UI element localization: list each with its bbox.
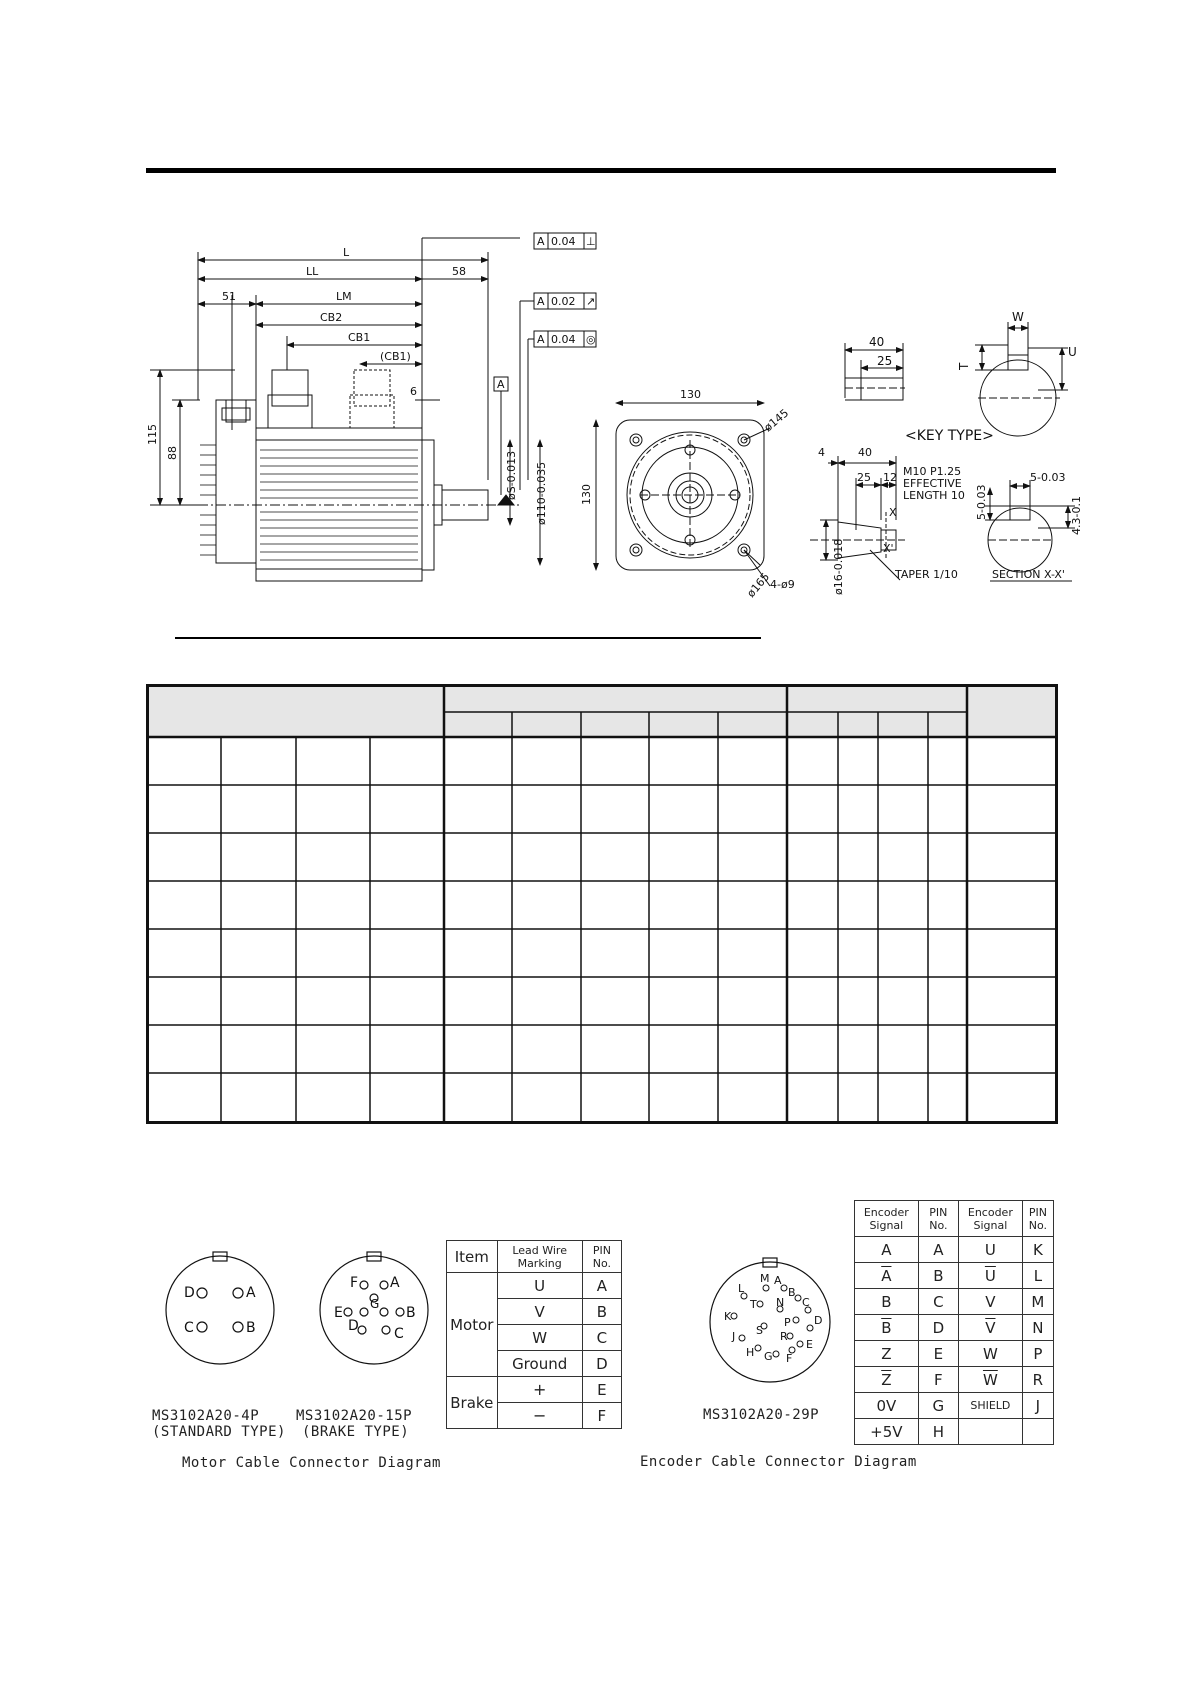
enc-pin-k: K [724, 1310, 732, 1323]
dim-CB1: CB1 [348, 331, 371, 344]
dim-L: L [343, 246, 350, 259]
taper-ratio: TAPER 1/10 [895, 568, 958, 581]
enc-pin-no: E [918, 1341, 958, 1367]
brake-pin-e: E [334, 1305, 343, 1321]
taper-thread: M10 P1.25 [903, 465, 962, 478]
dim-LL: LL [306, 265, 319, 278]
encoder-pin-table [854, 1200, 1054, 1445]
front-height: 130 [580, 484, 593, 505]
section-rule [175, 637, 761, 639]
enc-pin-c: C [802, 1296, 810, 1309]
front-holes: 4-ø9 [770, 578, 795, 591]
taper-key-w: 5-0.03 [1030, 471, 1066, 484]
taper-4: 4 [818, 446, 825, 459]
enc-sig-0v: 0V [855, 1393, 919, 1419]
enc-sig-z-bar: $\overline{Z}$ [881, 1370, 892, 1389]
std-connector-label-2: (STANDARD TYPE) [152, 1424, 286, 1440]
taper-dia: ø16-0.018 [832, 538, 845, 595]
enc-empty-cell [1022, 1419, 1053, 1445]
dim-51: 51 [222, 290, 236, 303]
motor-connector-faces [140, 1250, 450, 1410]
tol-3-datum: A [537, 333, 545, 346]
enc-pin-f: F [786, 1352, 793, 1365]
enc-sig-5v: +5V [855, 1419, 919, 1445]
mark-u: U [497, 1273, 582, 1299]
enc-pin-no: L [1022, 1263, 1053, 1289]
enc-pin-n: N [776, 1296, 785, 1309]
dim-58: 58 [452, 265, 466, 278]
enc-pin-no: J [1022, 1393, 1053, 1419]
enc-pin-no: M [1022, 1289, 1053, 1315]
brake-row-label: Brake [447, 1377, 498, 1429]
std-pin-d: D [184, 1285, 195, 1301]
taper-eff-2: LENGTH 10 [903, 489, 965, 502]
taper-section: SECTION X-X' [992, 568, 1065, 581]
enc-pin-d: D [814, 1314, 823, 1327]
tol-2-datum: A [537, 295, 545, 308]
brake-connector-label-1: MS3102A20-15P [296, 1408, 413, 1424]
dim-6: 6 [410, 385, 417, 398]
taper-eff-1: EFFECTIVE [903, 477, 962, 490]
front-outer: ø165 [744, 570, 773, 600]
fins [200, 445, 418, 560]
enc-pin-no: D [918, 1315, 958, 1341]
enc-pin-no: G [918, 1393, 958, 1419]
enc-pin-no: P [1022, 1341, 1053, 1367]
enc-sig-z: Z [855, 1341, 919, 1367]
taper-12: 12 [883, 471, 897, 484]
std-connector-label-1: MS3102A20-4P [152, 1408, 260, 1424]
key-W: W [1012, 310, 1024, 324]
pin-b: B [582, 1299, 621, 1325]
enc-pin-g: G [764, 1350, 773, 1363]
taper-depth: 4.3-0.1 [1070, 496, 1083, 535]
dim-shaft-dia: øS-0.013 [505, 450, 518, 500]
brake-pin-g: G [370, 1297, 380, 1311]
datum-label: A [497, 378, 505, 391]
enc-sig-w: W [959, 1341, 1023, 1367]
enc-col-pin-1: PIN No. [918, 1201, 958, 1237]
mark-v: V [497, 1299, 582, 1325]
encoder-pin-circles [731, 1285, 813, 1357]
enc-pin-no: K [1022, 1237, 1053, 1263]
enc-pin-a: A [774, 1274, 782, 1287]
dimension-drawing [0, 0, 1190, 660]
motor-row-label: Motor [447, 1273, 498, 1377]
key-25: 25 [877, 354, 893, 368]
motor-connector-caption: Motor Cable Connector Diagram [182, 1455, 441, 1471]
motor-pin-table [446, 1240, 622, 1429]
enc-pin-no: A [918, 1237, 958, 1263]
mark-plus: + [497, 1377, 582, 1403]
pin-d: D [582, 1351, 621, 1377]
enc-sig-u-bar: $\overline{U}$ [984, 1266, 996, 1285]
enc-pin-e: E [806, 1338, 813, 1351]
encoder-connector-label: MS3102A20-29P [703, 1407, 820, 1423]
encoder-connector-caption: Encoder Cable Connector Diagram [640, 1454, 917, 1470]
pin-a: A [582, 1273, 621, 1299]
enc-pin-m: M [760, 1272, 770, 1285]
brake-pin-d: D [348, 1318, 359, 1334]
dimension-table [146, 684, 1058, 1124]
enc-pin-no: C [918, 1289, 958, 1315]
mark-w: W [497, 1325, 582, 1351]
enc-pin-l: L [738, 1282, 745, 1295]
front-width: 130 [680, 388, 701, 401]
std-pin-c: C [184, 1320, 194, 1336]
taper-40: 40 [858, 446, 872, 459]
enc-empty-cell [959, 1419, 1023, 1445]
enc-sig-w-bar: $\overline{W}$ [982, 1370, 998, 1389]
enc-sig-a: A [855, 1237, 919, 1263]
enc-sig-v: V [959, 1289, 1023, 1315]
tol-3-value: 0.04 [551, 333, 576, 346]
front-pcd: ø145 [761, 406, 792, 435]
enc-sig-b-bar: $\overline{B}$ [881, 1318, 892, 1337]
enc-sig-b: B [855, 1289, 919, 1315]
enc-sig-u: U [959, 1237, 1023, 1263]
tol-3-symbol: ◎ [586, 333, 596, 346]
enc-pin-s: S [756, 1324, 763, 1337]
enc-pin-j: J [732, 1330, 736, 1343]
enc-pin-p: P [784, 1316, 791, 1329]
mark-minus: − [497, 1403, 582, 1429]
tol-1-symbol: ⊥ [586, 235, 596, 248]
dim-88: 88 [166, 446, 179, 460]
brake-pin-f: F [350, 1275, 359, 1291]
tol-1-value: 0.04 [551, 235, 576, 248]
key-U: U [1068, 345, 1077, 359]
tol-1-datum: A [537, 235, 545, 248]
enc-sig-v-bar: $\overline{V}$ [985, 1318, 996, 1337]
tol-2-symbol: ↗ [586, 295, 596, 308]
pin-c: C [582, 1325, 621, 1351]
dim-CB2: CB2 [320, 311, 343, 324]
dim-115: 115 [146, 424, 159, 445]
pin-f: F [582, 1403, 621, 1429]
enc-pin-no: R [1022, 1367, 1053, 1393]
std-pin-a: A [246, 1285, 256, 1301]
motor-col-item: Item [447, 1241, 498, 1273]
enc-sig-shield: SHIELD [959, 1393, 1023, 1419]
brake-pin-a: A [390, 1275, 400, 1291]
encoder-connector-face [700, 1254, 840, 1394]
enc-pin-t: T [750, 1298, 757, 1311]
front-view [596, 403, 770, 586]
key-type-title: <KEY TYPE> [905, 428, 994, 444]
enc-col-signal-2: Encoder Signal [959, 1201, 1023, 1237]
taper-key-h: 5-0.03 [975, 484, 988, 520]
motor-col-pin: PIN No. [582, 1241, 621, 1273]
motor-col-mark: Lead Wire Marking [497, 1241, 582, 1273]
std-pin-b: B [246, 1320, 256, 1336]
brake-pin-b: B [406, 1305, 416, 1321]
mark-ground: Ground [497, 1351, 582, 1377]
taper-xp: X' [883, 542, 894, 555]
enc-pin-b: B [788, 1286, 796, 1299]
enc-sig-a-bar: $\overline{A}$ [881, 1266, 892, 1285]
key-T: T [957, 362, 971, 370]
tolerance-frames [520, 233, 596, 490]
enc-pin-no: F [918, 1367, 958, 1393]
key-40: 40 [869, 335, 885, 349]
enc-pin-no: B [918, 1263, 958, 1289]
taper-x: X [889, 506, 897, 519]
enc-pin-no: N [1022, 1315, 1053, 1341]
enc-col-pin-2: PIN No. [1022, 1201, 1053, 1237]
enc-pin-h: H [746, 1346, 755, 1359]
taper-25: 25 [857, 471, 871, 484]
dim-LM: LM [336, 290, 352, 303]
pin-e: E [582, 1377, 621, 1403]
enc-pin-r: R [780, 1330, 788, 1343]
dim-CB1-ref: (CB1) [380, 350, 411, 363]
dim-pilot-dia: ø110-0.035 [535, 461, 548, 525]
enc-pin-no: H [918, 1419, 958, 1445]
brake-connector-label-2: (BRAKE TYPE) [302, 1424, 410, 1440]
brake-pin-c: C [394, 1326, 404, 1342]
enc-col-signal-1: Encoder Signal [855, 1201, 919, 1237]
tol-2-value: 0.02 [551, 295, 576, 308]
